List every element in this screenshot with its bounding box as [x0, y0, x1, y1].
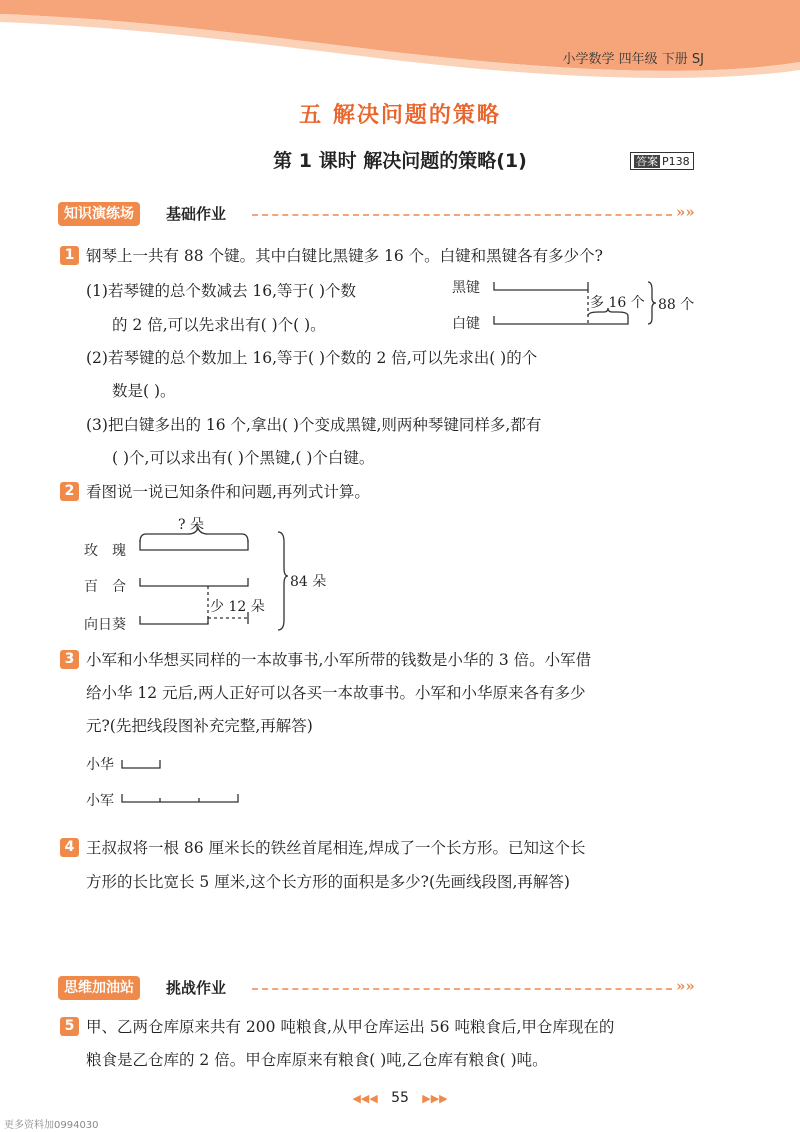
q1-total-label: 88 个	[658, 297, 695, 313]
q1-black-label: 黑键	[452, 280, 480, 296]
answer-reference	[630, 152, 694, 170]
q3-xiaojun-label: 小军	[86, 793, 114, 809]
q4-number: 4	[60, 838, 79, 857]
q2-number: 2	[60, 482, 79, 501]
q2-text: 看图说一说已知条件和问题,再列式计算。	[86, 483, 370, 501]
section2-divider	[252, 988, 672, 990]
header-band	[0, 0, 800, 90]
answer-tag: 答案	[636, 155, 658, 168]
answer-page: P138	[662, 155, 690, 168]
watermark: 更多资料加0994030	[4, 1120, 99, 1131]
q1-number: 1	[60, 246, 79, 265]
q5-line2: 粮食是乙仓库的 2 倍。甲仓库原来有粮食( )吨,乙仓库有粮食( )吨。	[86, 1051, 548, 1069]
q2-question-label: ? 朵	[178, 517, 204, 533]
section2-arrows-icon: »»	[676, 977, 695, 995]
q2-segment-diagram	[138, 528, 298, 634]
q2-sunflower-label: 向日葵	[84, 617, 126, 633]
q4-line2: 方形的长比宽长 5 厘米,这个长方形的面积是多少?(先画线段图,再解答)	[86, 873, 570, 891]
header-text: 小学数学 四年级 下册 SJ	[562, 52, 704, 67]
q5-line1: 甲、乙两仓库原来共有 200 吨粮食,从甲仓库运出 56 吨粮食后,甲仓库现在的	[86, 1018, 615, 1036]
q2-total-label: 84 朵	[290, 574, 327, 590]
section2-sub: 挑战作业	[166, 979, 227, 997]
q2-less-label: 少 12 朵	[210, 599, 265, 615]
section1-sub: 基础作业	[166, 205, 227, 223]
q3-line2: 给小华 12 元后,两人正好可以各买一本故事书。小军和小华原来各有多少	[86, 684, 586, 702]
q3-xiaohua-label: 小华	[86, 757, 114, 773]
q5-number: 5	[60, 1017, 79, 1036]
section1-label: 知识演练场	[58, 202, 140, 226]
section2-label: 思维加油站	[58, 976, 140, 1000]
next-arrows-icon: ▶▶▶	[422, 1092, 448, 1105]
lesson-title: 第 1 课时 解决问题的策略(1)	[273, 150, 527, 172]
unit-title: 五 解决问题的策略	[299, 103, 501, 128]
q3-line1: 小军和小华想买同样的一本故事书,小军所带的钱数是小华的 3 倍。小军借	[86, 651, 592, 669]
q3-segment-diagram	[118, 754, 248, 804]
q2-rose-label: 玫 瑰	[84, 543, 126, 559]
q1-part3-line2: ( )个,可以求出有( )个黑键,( )个白键。	[112, 449, 375, 467]
q1-part1-line1: (1)若琴键的总个数减去 16,等于( )个数	[86, 282, 357, 300]
q1-part3-line1: (3)把白键多出的 16 个,拿出( )个变成黑键,则两种琴键同样多,都有	[86, 416, 542, 434]
q4-line1: 王叔叔将一根 86 厘米长的铁丝首尾相连,焊成了一个长方形。已知这个长	[86, 839, 586, 857]
prev-arrows-icon: ◀◀◀	[352, 1092, 378, 1105]
q1-white-label: 白键	[452, 316, 480, 332]
q3-line3: 元?(先把线段图补充完整,再解答)	[86, 717, 313, 735]
q1-text: 钢琴上一共有 88 个键。其中白键比黑键多 16 个。白键和黑键各有多少个?	[86, 247, 603, 265]
q1-part2-line1: (2)若琴键的总个数加上 16,等于( )个数的 2 倍,可以先求出( )的个	[86, 349, 538, 367]
q2-lily-label: 百 合	[84, 579, 126, 595]
q1-part2-line2: 数是( )。	[112, 382, 176, 400]
q1-part1-line2: 的 2 倍,可以先求出有( )个( )。	[112, 316, 326, 334]
q3-number: 3	[60, 650, 79, 669]
q1-more-label: 多 16 个	[590, 295, 645, 311]
section1-arrows-icon: »»	[676, 203, 695, 221]
page-number: 55	[391, 1090, 409, 1106]
page-footer	[0, 1090, 800, 1106]
section1-divider	[252, 214, 672, 216]
